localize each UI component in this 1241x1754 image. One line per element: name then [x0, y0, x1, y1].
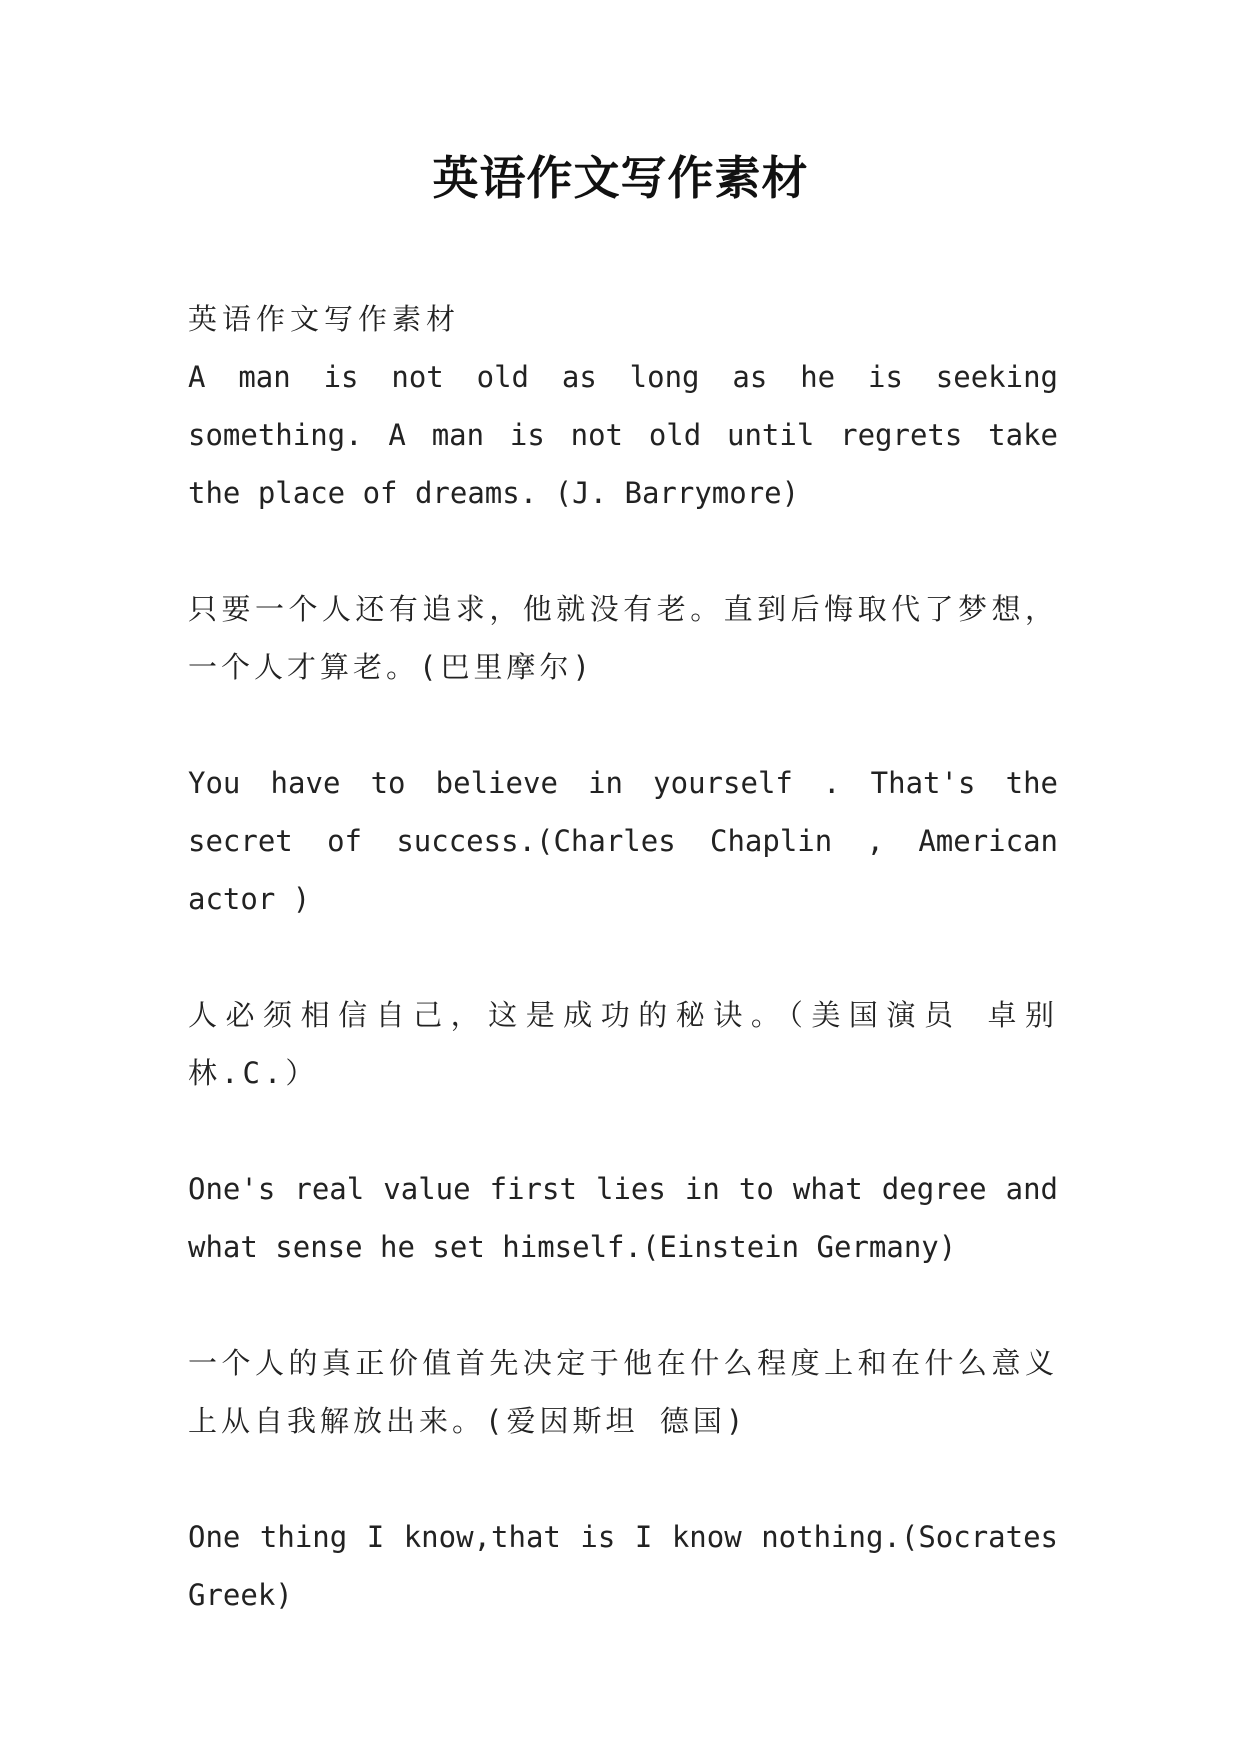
quote-en-barrymore: A man is not old as long as he is seeking something. A man is not old until regrets take the place of dreams. (J. Barrymore)	[188, 360, 1076, 510]
document-body	[188, 290, 1076, 1624]
document-title: 英语作文写作素材	[432, 151, 809, 205]
quote-en-socrates: One thing I know,that is I know nothing.(Socrates Greek)	[188, 1520, 1076, 1612]
quote-zh-einstein: 一个人的真正价值首先决定于他在什么程度上和在什么意义上从自我解放出来。(爱因斯坦 德国)	[188, 1346, 1058, 1438]
quote-zh-barrymore: 只要一个人还有追求，他就没有老。直到后悔取代了梦想，一个人才算老。(巴里摩尔)	[188, 592, 1058, 684]
document-subtitle: 英语作文写作素材	[188, 302, 461, 336]
quote-zh-chaplin: 人必须相信自己，这是成功的秘诀。（美国演员 卓别林.C.）	[188, 998, 1058, 1090]
quote-en-einstein: One's real value first lies in to what degree and what sense he set himself.(Einstein Germany)	[188, 1172, 1076, 1264]
quote-en-chaplin: You have to believe in yourself . That's the secret of success.(Charles Chaplin , American actor )	[188, 766, 1076, 916]
